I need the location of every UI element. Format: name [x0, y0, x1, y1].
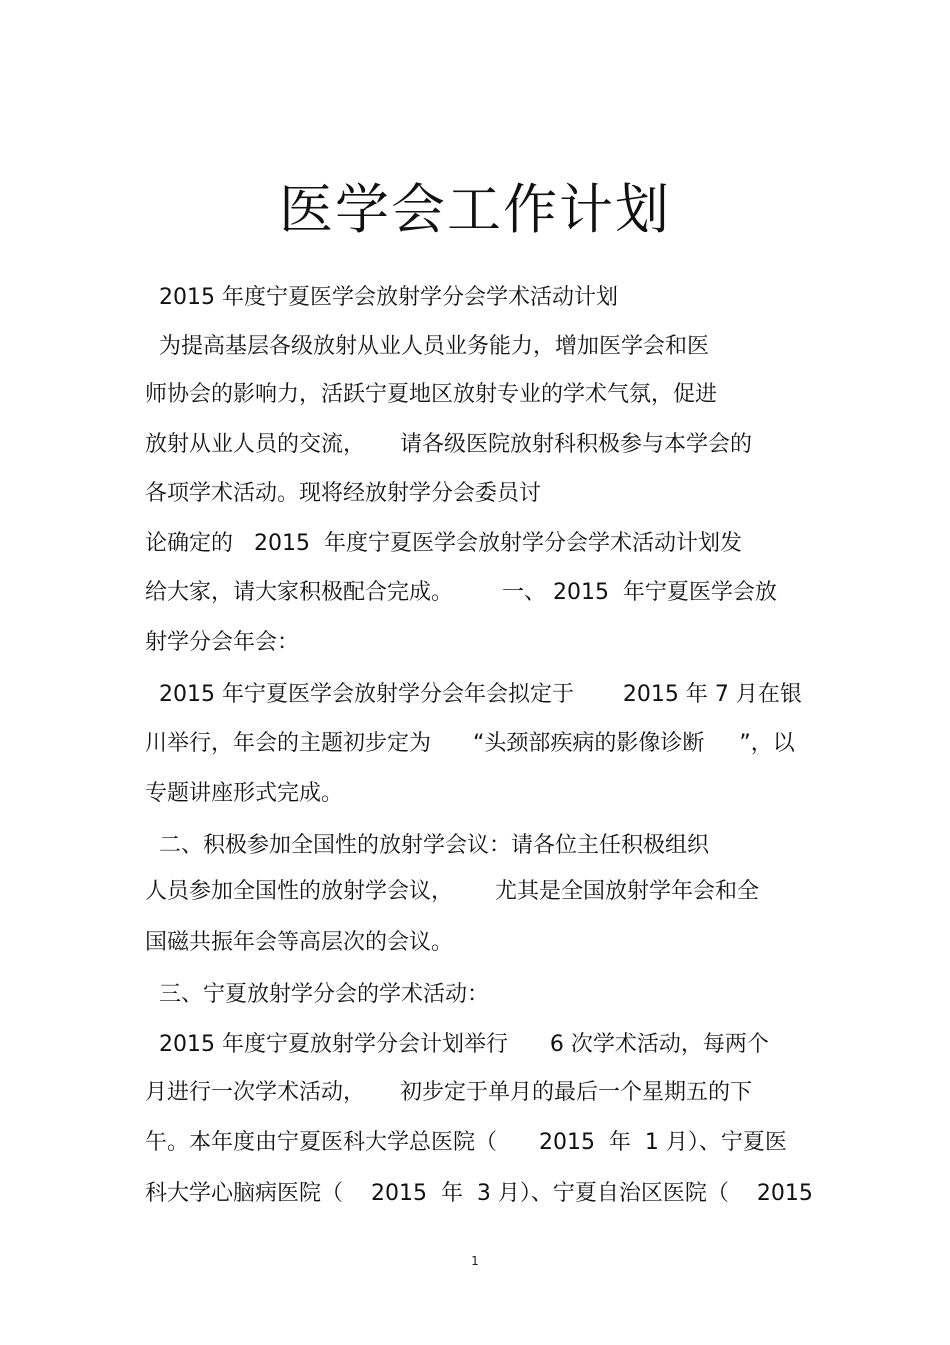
document-title: 医学会工作计划 — [279, 178, 671, 241]
paragraph-line: 各项学术活动。现将经放射学分会委员讨 — [145, 481, 542, 506]
page-number: 1 — [471, 1254, 479, 1268]
paragraph-line: 川举行，年会的主题初步定为 “头颈部疾病的影像诊断 ”，以 — [145, 731, 795, 756]
paragraph-line: 射学分会年会： — [145, 630, 300, 655]
paragraph-line: 给大家，请大家积极配合完成。 一、 2015 年宁夏医学会放 — [145, 580, 777, 605]
paragraph-line: 师协会的影响力，活跃宁夏地区放射专业的学术气氛，促进 — [145, 382, 718, 407]
paragraph-line: 国磁共振年会等高层次的会议。 — [145, 930, 454, 955]
paragraph-line: 论确定的 2015 年度宁夏医学会放射学分会学术活动计划发 — [145, 531, 742, 556]
paragraph-line: 科大学心脑病医院（ 2015 年 3 月）、宁夏自治区医院（ 2015 — [145, 1181, 813, 1206]
paragraph-line: 专题讲座形式完成。 — [145, 781, 344, 806]
paragraph-line: 放射从业人员的交流， 请各级医院放射科积极参与本学会的 — [145, 432, 752, 457]
paragraph-line: 为提高基层各级放射从业人员业务能力，增加医学会和医 — [145, 334, 709, 359]
paragraph-line: 月进行一次学术活动， 初步定于单月的最后一个星期五的下 — [145, 1080, 752, 1105]
paragraph-line: 人员参加全国性的放射学会议， 尤其是全国放射学年会和全 — [145, 879, 759, 904]
paragraph-line: 2015 年度宁夏放射学分会计划举行 6 次学术活动，每两个 — [145, 1032, 769, 1057]
paragraph-line: 午。本年度由宁夏医科大学总医院（ 2015 年 1 月）、宁夏医 — [145, 1130, 787, 1155]
paragraph-line: 2015 年度宁夏医学会放射学分会学术活动计划 — [145, 285, 618, 310]
paragraph-line: 2015 年宁夏医学会放射学分会年会拟定于 2015 年 7 月在银 — [145, 682, 802, 707]
paragraph-line: 二、积极参加全国性的放射学会议：请各位主任积极组织 — [145, 833, 709, 858]
paragraph-line: 三、宁夏放射学分会的学术活动： — [145, 982, 489, 1007]
